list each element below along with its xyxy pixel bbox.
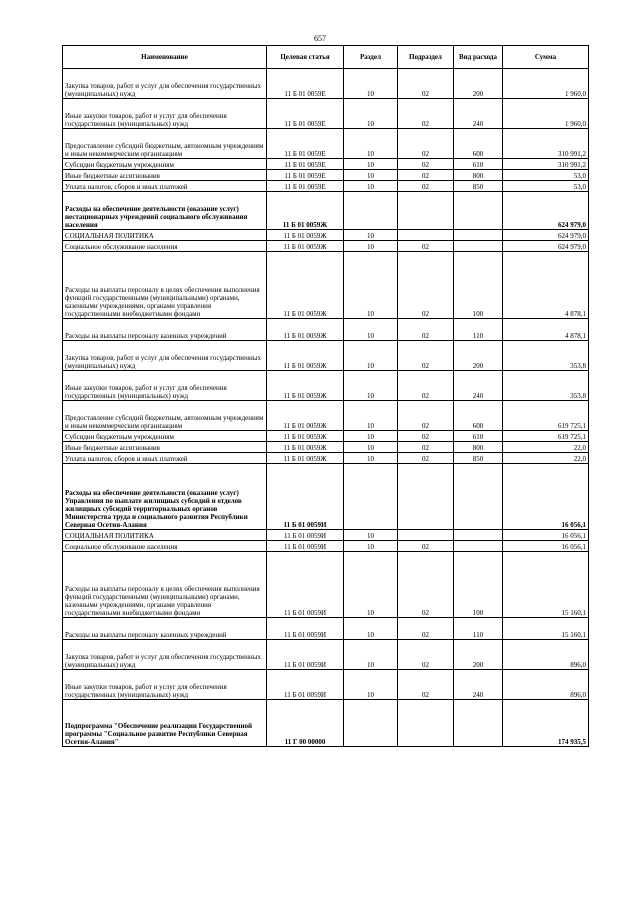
- row-subsection: 02: [398, 453, 454, 464]
- row-name: Социальное обслуживание населения: [63, 541, 267, 552]
- row-target-article: 11 Б 01 0059Ж: [267, 401, 344, 431]
- row-name: Расходы на обеспечение деятельности (оказание услуг) нестационарных учреждений социального обслуживания населения: [63, 192, 267, 230]
- budget-table: [62, 45, 589, 747]
- row-expense-type: 240: [454, 670, 503, 700]
- table-row: [63, 453, 589, 464]
- row-section: 10: [344, 252, 398, 319]
- row-expense-type: 240: [454, 99, 503, 129]
- row-target-article: 11 Б 01 0059И: [267, 640, 344, 670]
- table-row: [63, 99, 589, 129]
- table-row: [63, 541, 589, 552]
- row-expense-type: 850: [454, 181, 503, 192]
- row-sum: 353,8: [503, 371, 589, 401]
- table-row: [63, 530, 589, 541]
- row-expense-type: 100: [454, 552, 503, 618]
- row-sum: 624 979,0: [503, 192, 589, 230]
- row-name: Предоставление субсидий бюджетным, автономным учреждениям и иным некоммерческим организациям: [63, 129, 267, 159]
- row-name: Иные бюджетные ассигнования: [63, 442, 267, 453]
- row-sum: 1 960,0: [503, 99, 589, 129]
- table-row: [63, 252, 589, 319]
- table-row: [63, 431, 589, 442]
- row-section: 10: [344, 442, 398, 453]
- table-row: [63, 401, 589, 431]
- row-expense-type: [454, 192, 503, 230]
- row-name: СОЦИАЛЬНАЯ ПОЛИТИКА: [63, 530, 267, 541]
- table-row: [63, 618, 589, 640]
- row-name: Расходы на выплаты персоналу казенных учреждений: [63, 618, 267, 640]
- row-target-article: 11 Б 01 0059Ж: [267, 341, 344, 371]
- row-sum: 53,0: [503, 170, 589, 181]
- row-section: [344, 464, 398, 530]
- row-expense-type: [454, 541, 503, 552]
- table-row: [63, 640, 589, 670]
- row-expense-type: 200: [454, 69, 503, 99]
- row-section: [344, 192, 398, 230]
- row-section: 10: [344, 453, 398, 464]
- row-target-article: 11 Б 01 0059И: [267, 670, 344, 700]
- row-subsection: 02: [398, 541, 454, 552]
- row-section: 10: [344, 181, 398, 192]
- row-expense-type: 100: [454, 252, 503, 319]
- row-name: Социальное обслуживание населения: [63, 241, 267, 252]
- row-name: Расходы на выплаты персоналу казенных учреждений: [63, 319, 267, 341]
- row-subsection: 02: [398, 159, 454, 170]
- row-sum: 624 979,0: [503, 230, 589, 241]
- row-name: Уплата налогов, сборов и иных платежей: [63, 453, 267, 464]
- table-row: [63, 552, 589, 618]
- row-sum: 896,0: [503, 640, 589, 670]
- table-row: [63, 670, 589, 700]
- header-section: Раздел: [344, 46, 398, 69]
- row-subsection: 02: [398, 341, 454, 371]
- row-subsection: 02: [398, 99, 454, 129]
- header-target-article: Целевая статья: [267, 46, 344, 69]
- row-sum: 310 991,2: [503, 159, 589, 170]
- table-row: [63, 442, 589, 453]
- row-sum: 15 160,1: [503, 618, 589, 640]
- row-name: Расходы на обеспечение деятельности (оказание услуг) Управления по выплате жилищных субсидий и отделов жилищных субсидий территориальных органов Министерства труда и социального развития Республики Северная Осетия-Алания: [63, 464, 267, 530]
- row-section: 10: [344, 230, 398, 241]
- row-expense-type: 600: [454, 401, 503, 431]
- row-name: Субсидии бюджетным учреждениям: [63, 159, 267, 170]
- row-subsection: 02: [398, 640, 454, 670]
- row-target-article: 11 Б 01 0059Ж: [267, 241, 344, 252]
- row-section: 10: [344, 618, 398, 640]
- row-section: 10: [344, 99, 398, 129]
- row-sum: 53,0: [503, 181, 589, 192]
- row-target-article: 11 Б 01 0059Ж: [267, 319, 344, 341]
- row-section: 10: [344, 552, 398, 618]
- row-target-article: 11 Б 01 0059И: [267, 618, 344, 640]
- row-target-article: 11 Б 01 0059И: [267, 464, 344, 530]
- row-subsection: 02: [398, 69, 454, 99]
- row-section: 10: [344, 69, 398, 99]
- row-sum: 22,0: [503, 453, 589, 464]
- row-subsection: 02: [398, 670, 454, 700]
- page-number: 657: [314, 34, 326, 43]
- row-name: Расходы на выплаты персоналу в целях обеспечения выполнения функций государственными (муниципальными) органами, казенными учреждениями, органами управления государственными внебюджетными фондами: [63, 252, 267, 319]
- row-section: 10: [344, 129, 398, 159]
- row-expense-type: 240: [454, 371, 503, 401]
- row-sum: 174 935,5: [503, 700, 589, 747]
- row-target-article: 11 Б 01 0059Ж: [267, 252, 344, 319]
- row-target-article: 11 Б 01 0059И: [267, 552, 344, 618]
- row-expense-type: [454, 464, 503, 530]
- row-subsection: 02: [398, 252, 454, 319]
- row-name: Субсидии бюджетным учреждениям: [63, 431, 267, 442]
- row-expense-type: 600: [454, 129, 503, 159]
- row-section: 10: [344, 431, 398, 442]
- row-section: 10: [344, 241, 398, 252]
- row-target-article: 11 Б 01 0059Ж: [267, 230, 344, 241]
- row-name: Предоставление субсидий бюджетным, автономным учреждениям и иным некоммерческим организациям: [63, 401, 267, 431]
- row-name: Иные закупки товаров, работ и услуг для обеспечения государственных (муниципальных) нужд: [63, 99, 267, 129]
- row-subsection: 02: [398, 181, 454, 192]
- table-row: [63, 241, 589, 252]
- row-sum: 4 878,1: [503, 252, 589, 319]
- row-subsection: [398, 530, 454, 541]
- row-section: 10: [344, 401, 398, 431]
- row-section: 10: [344, 319, 398, 341]
- row-expense-type: 110: [454, 319, 503, 341]
- row-expense-type: 610: [454, 159, 503, 170]
- row-expense-type: 200: [454, 640, 503, 670]
- row-sum: 619 725,1: [503, 401, 589, 431]
- row-expense-type: 800: [454, 170, 503, 181]
- row-sum: 1 960,0: [503, 69, 589, 99]
- row-name: Иные бюджетные ассигнования: [63, 170, 267, 181]
- row-target-article: 11 Б 01 0059Е: [267, 181, 344, 192]
- header-subsection: Подраздел: [398, 46, 454, 69]
- row-subsection: 02: [398, 618, 454, 640]
- row-section: 10: [344, 640, 398, 670]
- table-row: [63, 230, 589, 241]
- row-expense-type: 800: [454, 442, 503, 453]
- row-subsection: [398, 230, 454, 241]
- row-subsection: 02: [398, 371, 454, 401]
- row-subsection: 02: [398, 241, 454, 252]
- row-section: 10: [344, 530, 398, 541]
- row-name: Подпрограмма "Обеспечение реализации Государственной программы "Социальное развитие Республики Северная Осетия-Алания": [63, 700, 267, 747]
- row-expense-type: 110: [454, 618, 503, 640]
- row-sum: 16 056,1: [503, 464, 589, 530]
- row-subsection: [398, 700, 454, 747]
- row-subsection: 02: [398, 552, 454, 618]
- table-row: [63, 700, 589, 747]
- row-expense-type: 610: [454, 431, 503, 442]
- row-sum: 16 056,1: [503, 541, 589, 552]
- row-subsection: [398, 464, 454, 530]
- table-row: [63, 159, 589, 170]
- row-subsection: 02: [398, 442, 454, 453]
- table-row: [63, 69, 589, 99]
- row-sum: 4 878,1: [503, 319, 589, 341]
- row-name: Иные закупки товаров, работ и услуг для обеспечения государственных (муниципальных) нужд: [63, 371, 267, 401]
- row-sum: 15 160,1: [503, 552, 589, 618]
- row-name: СОЦИАЛЬНАЯ ПОЛИТИКА: [63, 230, 267, 241]
- row-expense-type: 850: [454, 453, 503, 464]
- table-row: [63, 464, 589, 530]
- row-section: 10: [344, 541, 398, 552]
- row-expense-type: 200: [454, 341, 503, 371]
- row-target-article: 11 Б 01 0059Ж: [267, 371, 344, 401]
- table-row: [63, 371, 589, 401]
- row-subsection: 02: [398, 431, 454, 442]
- row-target-article: 11 Б 01 0059Ж: [267, 431, 344, 442]
- row-target-article: 11 Б 01 0059Е: [267, 159, 344, 170]
- row-section: 10: [344, 670, 398, 700]
- row-name: Иные закупки товаров, работ и услуг для обеспечения государственных (муниципальных) нужд: [63, 670, 267, 700]
- table-row: [63, 129, 589, 159]
- table-row: [63, 341, 589, 371]
- table-header-row: [63, 46, 589, 69]
- table-row: [63, 181, 589, 192]
- row-target-article: 11 Б 01 0059Ж: [267, 442, 344, 453]
- row-name: Закупка товаров, работ и услуг для обеспечения государственных (муниципальных) нужд: [63, 69, 267, 99]
- row-section: 10: [344, 159, 398, 170]
- row-target-article: 11 Б 01 0059И: [267, 541, 344, 552]
- row-sum: 22,0: [503, 442, 589, 453]
- row-section: 10: [344, 341, 398, 371]
- row-target-article: 11 Б 01 0059Е: [267, 170, 344, 181]
- row-section: 10: [344, 170, 398, 181]
- table-row: [63, 319, 589, 341]
- row-expense-type: [454, 241, 503, 252]
- row-subsection: [398, 192, 454, 230]
- row-sum: 896,0: [503, 670, 589, 700]
- row-target-article: 11 Б 01 0059И: [267, 530, 344, 541]
- row-sum: 16 056,1: [503, 530, 589, 541]
- row-target-article: 11 Г 00 00000: [267, 700, 344, 747]
- row-name: Закупка товаров, работ и услуг для обеспечения государственных (муниципальных) нужд: [63, 341, 267, 371]
- row-subsection: 02: [398, 129, 454, 159]
- row-subsection: 02: [398, 401, 454, 431]
- row-target-article: 11 Б 01 0059Е: [267, 99, 344, 129]
- header-name: Наименование: [63, 46, 267, 69]
- row-target-article: 11 Б 01 0059Ж: [267, 453, 344, 464]
- table-row: [63, 170, 589, 181]
- table-row: [63, 192, 589, 230]
- row-sum: 619 725,1: [503, 431, 589, 442]
- row-name: Закупка товаров, работ и услуг для обеспечения государственных (муниципальных) нужд: [63, 640, 267, 670]
- row-section: [344, 700, 398, 747]
- row-sum: 310 991,2: [503, 129, 589, 159]
- row-expense-type: [454, 530, 503, 541]
- header-sum: Сумма: [503, 46, 589, 69]
- row-subsection: 02: [398, 319, 454, 341]
- row-sum: 353,8: [503, 341, 589, 371]
- row-section: 10: [344, 371, 398, 401]
- row-expense-type: [454, 700, 503, 747]
- row-name: Уплата налогов, сборов и иных платежей: [63, 181, 267, 192]
- row-target-article: 11 Б 01 0059Ж: [267, 192, 344, 230]
- row-target-article: 11 Б 01 0059Е: [267, 69, 344, 99]
- row-expense-type: [454, 230, 503, 241]
- row-name: Расходы на выплаты персоналу в целях обеспечения выполнения функций государственными (муниципальными) органами, казенными учреждениями, органами управления государственными внебюджетными фондами: [63, 552, 267, 618]
- row-sum: 624 979,0: [503, 241, 589, 252]
- row-subsection: 02: [398, 170, 454, 181]
- row-target-article: 11 Б 01 0059Е: [267, 129, 344, 159]
- header-expense-type: Вид расхода: [454, 46, 503, 69]
